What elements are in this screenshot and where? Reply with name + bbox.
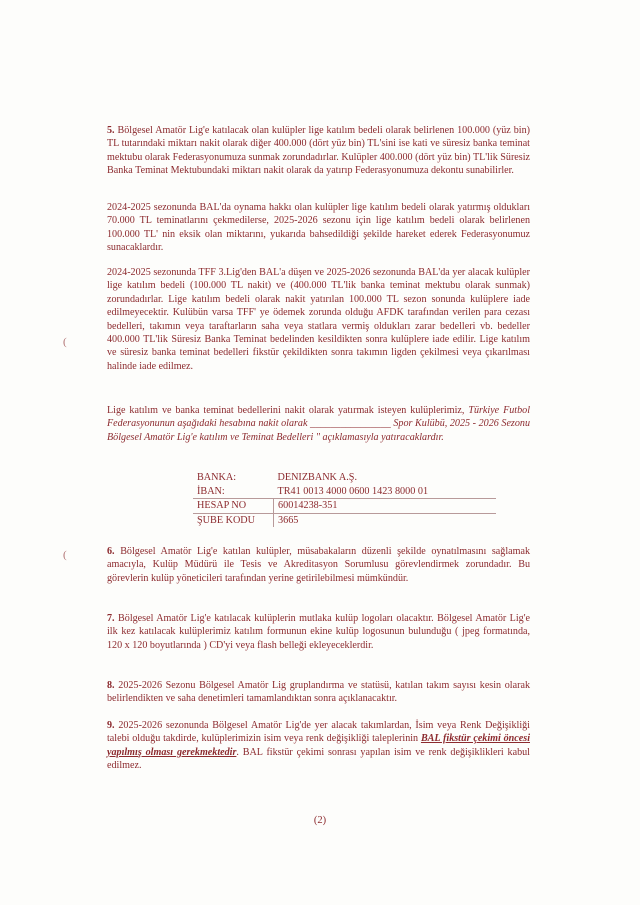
emphasized-requirement: BAL fikstür çekimi öncesi yapılmış olması gerekmektedir — [107, 733, 530, 758]
bank-value: 3665 — [274, 513, 497, 527]
paragraph-number: 8. — [107, 680, 115, 691]
paragraph-text: Bölgesel Amatör Lig'e katılacak olan kulüpler lige katılım bedeli olarak belirlenen 100.000 (yüz bin) TL tutarındaki miktarı nakit olarak diğer 400.000 (dört yüz bin) TL'sini ise kati ve süresiz banka teminat mektubu olarak Federasyonumuza sunmak zorundadırlar. Kulüpler 400.000 (dört yüz bin) TL'lik Süresiz Banka Teminat Mektubundaki miktarı nakit olarak da yatırıp Federasyonumuza dekontu sunabilirler. — [107, 125, 530, 177]
paragraph-number: 7. — [107, 613, 115, 624]
paragraph-text: 2025-2026 sezonunda Bölgesel Amatör Lig'de yer alacak takımlardan, İsim veya Renk Değişikliği talebi olduğu takdirde, kulüplerimizin isim veya renk değişikliği taleplerinin — [107, 720, 530, 745]
bank-value: TR41 0013 4000 0600 1423 8000 01 — [277, 485, 429, 497]
paragraph-text: Bölgesel Amatör Lig'e katılan kulüpler, müsabakaların düzenli şekilde oynatılmasını sağlamak amacıyla, Kulüp Müdürü ile Tesis ve Akreditasyon Sorumlusu görevlendirmek zorundadır. Bu görevlerin kulüp yöneticileri tarafından yerine getirilebilmesi mümkündür. — [107, 546, 530, 584]
bank-label: ŞUBE KODU — [193, 513, 274, 527]
paragraph-text: Bölgesel Amatör Lig'e katılacak kulüplerin mutlaka kulüp logoları olacaktır. Bölgesel Amatör Lig'e ilk kez katılacak kulüplerimiz katılım formunun ekine kulüp logosunun bulunduğu ( jpeg formatında, 120 x 120 boyutlarında ) CD'yi veya flash belleği ekleyeceklerdir. — [107, 613, 530, 651]
paragraph-text: . BAL fikstür çekimi sonrası yapılan isim ve renk değişiklikleri kabul edilmez. — [107, 746, 530, 772]
payment-description-italic: Türkiye Futbol Federasyonunun aşağıdaki hesabına nakit olarak ________________ Spor Kulübü, 2025 - 2026 Sezonu Bölgesel Amatör Lig'e katılım ve Teminat Bedelleri " açıklamasıyla yatıracaklardır. — [107, 405, 531, 443]
page-number: (2) — [313, 815, 327, 826]
bank-row — [193, 485, 496, 499]
paragraph-9 — [107, 719, 530, 773]
paragraph-8 — [107, 679, 530, 706]
bank-label: İBAN: — [197, 485, 225, 497]
paragraph-7 — [107, 612, 530, 652]
paragraph-number: 9. — [107, 720, 115, 731]
paragraph-2024-deposit — [107, 201, 530, 255]
paragraph-text: 2024-2025 sezonunda BAL'da oynama hakkı olan kulüpler lige katılım bedeli olarak yatırmış oldukları 70.000 TL teminatlarını çekmedilerse, 2025-2026 sezonu için lige katılım bedeli olarak belirlenen 100.000 TL' nin eksik olan miktarını, yukarıda bahsedildiği şekilde hareket ederek Federasyonumuz sunacaklardır. — [107, 202, 530, 254]
paragraph-text: 2025-2026 Sezonu Bölgesel Amatör Lig gruplandırma ve statüsü, katılan takım sayısı kesin olarak belirlendikten ve saha denetimleri tamamlandıktan sonra açıklanacaktır. — [107, 680, 530, 705]
paragraph-5 — [107, 124, 530, 178]
bank-label: BANKA: — [197, 472, 237, 483]
bank-value: DENIZBANK A.Ş. — [277, 472, 358, 483]
paragraph-number: 6. — [107, 546, 115, 557]
margin-mark: ( — [63, 549, 67, 561]
bank-row — [193, 471, 496, 485]
bank-label: HESAP NO — [193, 499, 274, 514]
paragraph-6 — [107, 545, 530, 585]
paragraph-2024-relegated — [107, 266, 530, 373]
bank-account-table — [193, 471, 496, 527]
bank-value: 60014238-351 — [274, 499, 497, 514]
paragraph-number: 5. — [107, 125, 115, 136]
margin-mark: ( — [63, 336, 67, 348]
paragraph-payment-instructions — [107, 404, 530, 444]
bank-row — [193, 513, 496, 527]
bank-row — [193, 499, 496, 514]
paragraph-text: 2024-2025 sezonunda TFF 3.Lig'den BAL'a düşen ve 2025-2026 sezonunda BAL'da yer alacak kulüpler lige katılım bedeli (100.000 TL nakit) ve (400.000 TL'lik banka teminat mektubu olarak sunmak) zorundadırlar. Lige katılım bedeli olarak nakit yatırılan 100.000 TL sezon sonunda kulüplere iade edilmeyecektir. Kulübün varsa TFF' ye ödemek zorunda olduğu AFDK tarafından verilen para cezası bedelleri, takımın veya taraftarların saha veya statlara vermiş oldukları zarar bedelleri vb. bedeller 400.000 TL'lik Süresiz Banka Teminat bedelinden kesildikten sonra kulüplere iade edilir. Lige katılım ve süresiz banka teminat bedelleri fikstür çekildikten sonra takımın ligden çekilmesi veya çıkarılması halinde iade edilmez. — [107, 267, 530, 372]
paragraph-text: Lige katılım ve banka teminat bedellerini nakit olarak yatırmak isteyen kulüplerimiz, — [107, 405, 465, 416]
